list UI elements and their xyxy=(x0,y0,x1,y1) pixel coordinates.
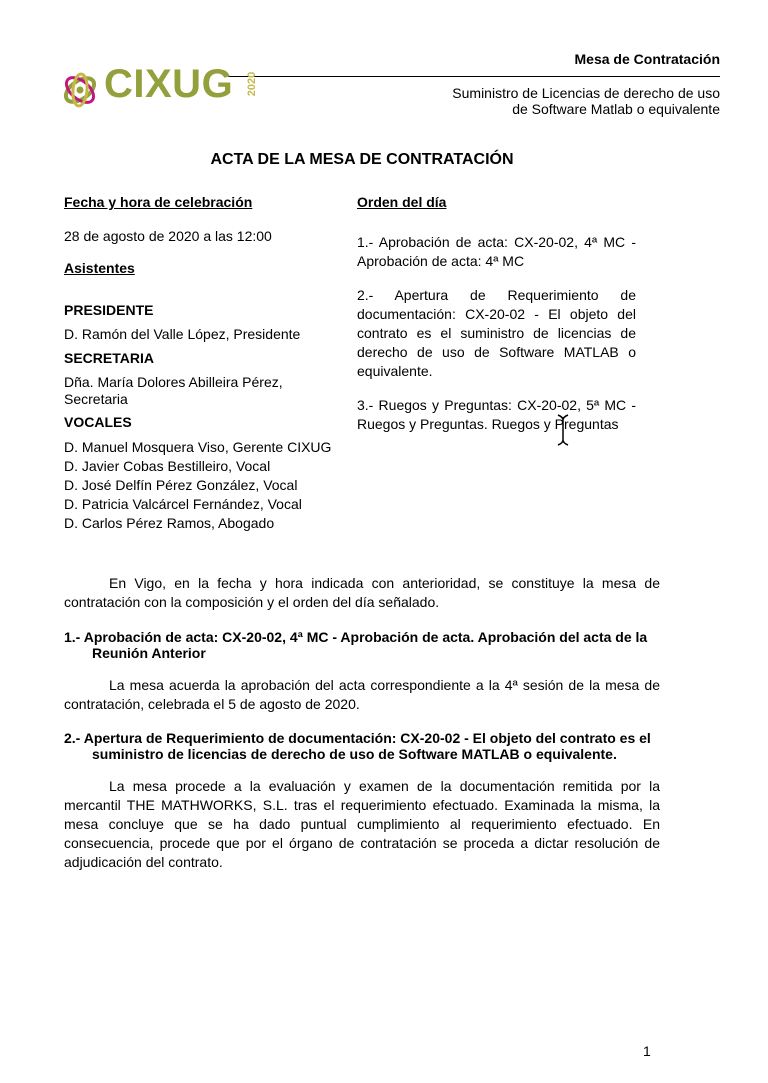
section-1-text: La mesa acuerda la aprobación del acta correspondiente a la 4ª sesión de la mesa de contratación, celebrada el 5 de agosto de 2020. xyxy=(64,677,660,712)
section-2-text: La mesa procede a la evaluación y examen de la documentación remitida por la mercantil THE MATHWORKS, S.L. tras el requerimiento efectuado. Examinada la misma, la mesa concluye que se ha dado puntual cumplimiento al requerimiento efectuado. En consecuencia, procede que por el órgano de contratación se proceda a dictar resolución de adjudicación del contrato. xyxy=(64,778,660,870)
vocales-heading: VOCALES xyxy=(64,414,132,430)
section-2-heading: 2.- Apertura de Requerimiento de documentación: CX-20-02 - El objeto del contrato es el suministro de licencias de derecho de uso de Software MATLAB o equivalente. xyxy=(64,730,651,762)
agenda-item-1: 1.- Aprobación de acta: CX-20-02, 4ª MC - Aprobación de acta: 4ª MC xyxy=(357,234,636,269)
section-1-heading: 1.- Aprobación de acta: CX-20-02, 4ª MC - Aprobación de acta. Aprobación del acta de la Reunión Anterior xyxy=(64,629,648,661)
header-subtitle-line2: de Software Matlab o equivalente xyxy=(512,101,720,117)
header-divider xyxy=(228,76,720,77)
vocales-list xyxy=(64,438,349,533)
list-item: D. Patricia Valcárcel Fernández, Vocal xyxy=(64,496,302,512)
agenda-item-3: 3.- Ruegos y Preguntas: CX-20-02, 5ª MC - Ruegos y Preguntas. Ruegos y Preguntas xyxy=(357,397,636,432)
intro-paragraph: En Vigo, en la fecha y hora indicada con anterioridad, se constituye la mesa de contratación con la composición y el orden del día señalado. xyxy=(64,575,660,610)
president-heading: PRESIDENTE xyxy=(64,302,154,318)
secretary-line2: Secretaria xyxy=(64,391,128,407)
list-item: D. José Delfín Pérez González, Vocal xyxy=(64,477,298,493)
header-subtitle-line1: Suministro de Licencias de derecho de uso xyxy=(452,85,720,101)
agenda-item-2: 2.- Apertura de Requerimiento de documentación: CX-20-02 - El objeto del contrato es el suministro de licencias de derecho de uso de Software MATLAB o equivalente. xyxy=(357,287,636,379)
i-beam-cursor-icon xyxy=(556,414,570,446)
logo-year: 2020 xyxy=(246,71,258,97)
date-value: 28 de agosto de 2020 a las 12:00 xyxy=(64,228,272,244)
president-name: D. Ramón del Valle López, Presidente xyxy=(64,326,301,342)
list-item: D. Javier Cobas Bestilleiro, Vocal xyxy=(64,458,271,474)
date-heading: Fecha y hora de celebración xyxy=(64,194,253,210)
cixug-logo xyxy=(58,58,258,116)
header-subtitle xyxy=(390,85,720,117)
page-number: 1 xyxy=(643,1043,651,1059)
list-item: D. Carlos Pérez Ramos, Abogado xyxy=(64,515,275,531)
attendees-heading: Asistentes xyxy=(64,260,135,276)
cixug-logo-mark-icon xyxy=(58,60,106,116)
list-item: D. Manuel Mosquera Viso, Gerente CIXUG xyxy=(64,439,332,455)
header-section-title: Mesa de Contratación xyxy=(574,51,720,67)
secretary-name xyxy=(64,374,349,408)
secretary-heading: SECRETARIA xyxy=(64,350,154,366)
logo-wordmark: CIXUG xyxy=(104,62,234,106)
agenda-heading: Orden del día xyxy=(357,194,447,210)
document-title: ACTA DE LA MESA DE CONTRATACIÓN xyxy=(210,151,514,168)
secretary-line1: Dña. María Dolores Abilleira Pérez, xyxy=(64,374,283,390)
